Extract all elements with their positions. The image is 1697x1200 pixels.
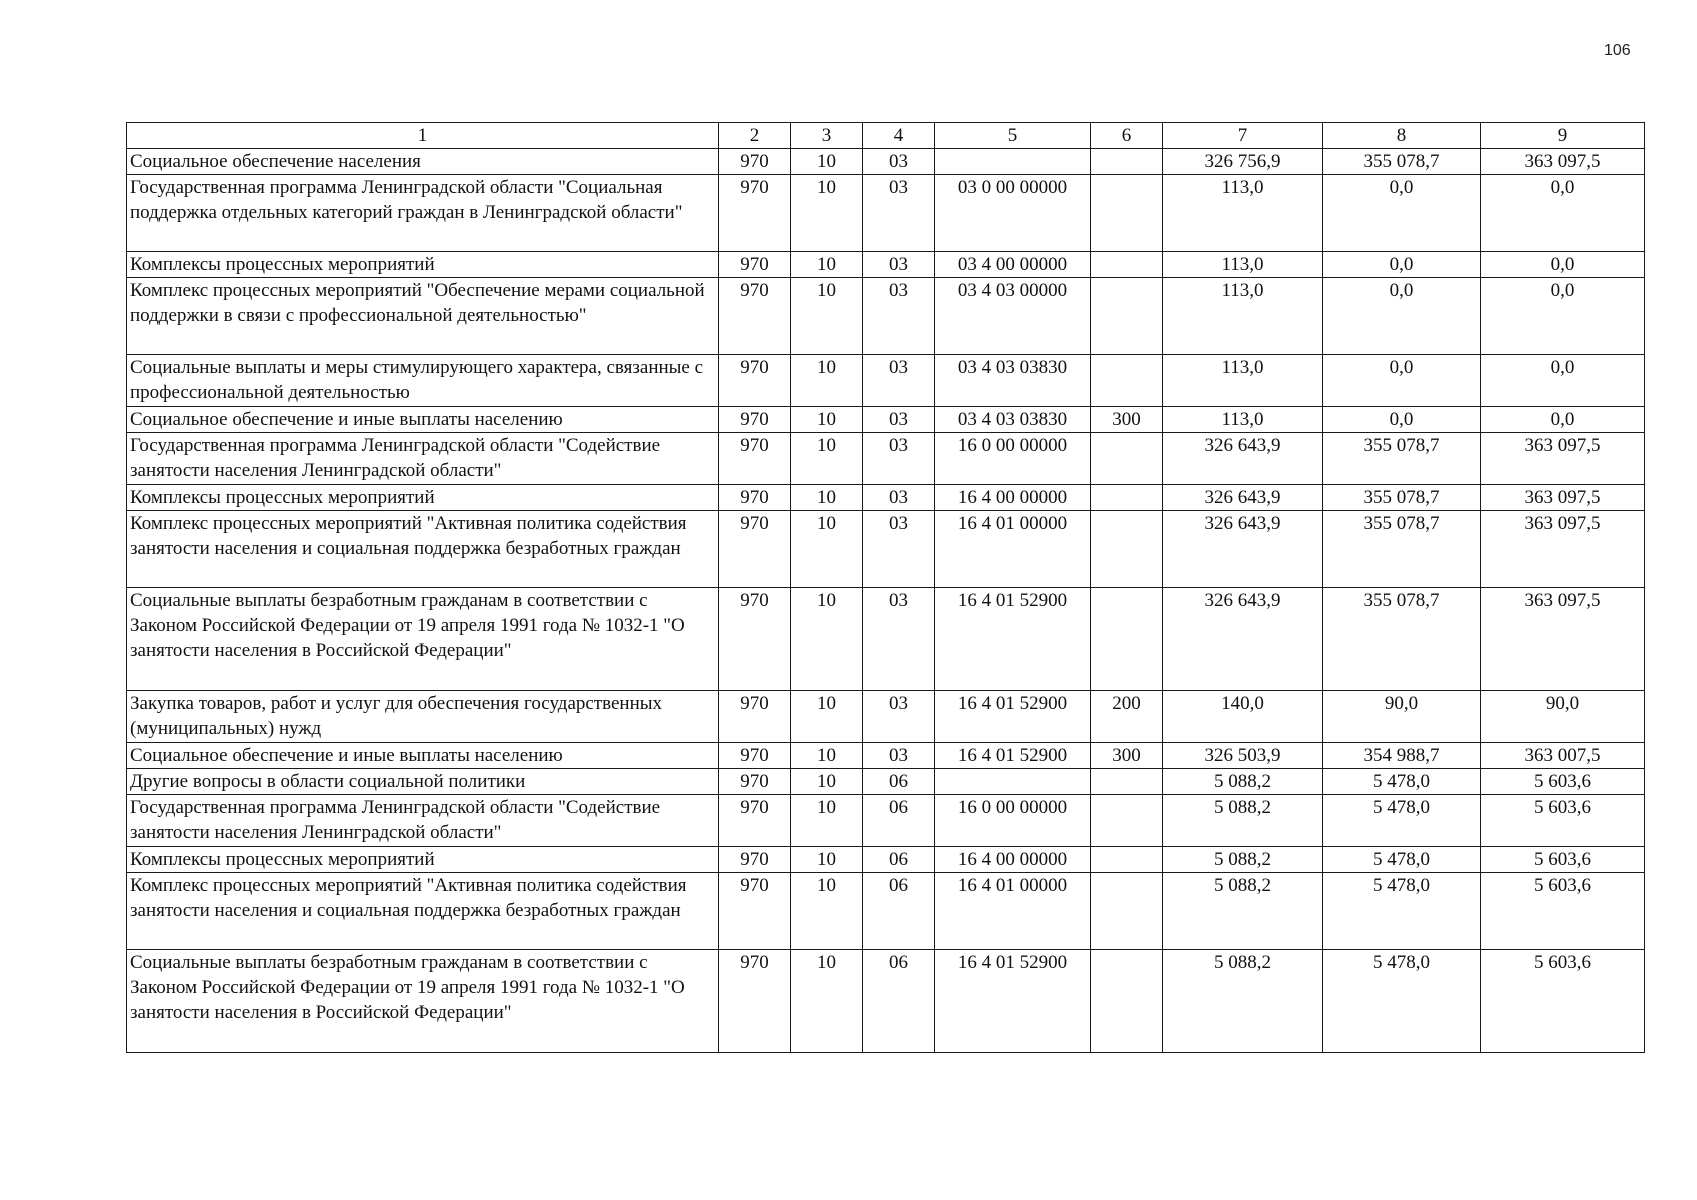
row-title-cell: Социальное обеспечение населения [127, 149, 719, 175]
table-cell: 355 078,7 [1323, 485, 1481, 511]
table-cell [1091, 433, 1163, 485]
table-cell: 03 0 00 00000 [935, 175, 1091, 252]
table-cell [1091, 355, 1163, 407]
table-row [127, 407, 1645, 433]
table-cell [1091, 511, 1163, 588]
table-cell: 326 643,9 [1163, 588, 1323, 691]
table-row [127, 950, 1645, 1053]
table-cell: 03 [863, 278, 935, 355]
table-cell [1091, 588, 1163, 691]
table-cell: 16 0 00 00000 [935, 795, 1091, 847]
header-cell: 9 [1481, 123, 1645, 149]
table-cell: 970 [719, 355, 791, 407]
table-cell: 326 643,9 [1163, 485, 1323, 511]
row-title-cell: Комплексы процессных мероприятий [127, 485, 719, 511]
table-row [127, 847, 1645, 873]
row-title-cell: Государственная программа Ленинградской области "Содействие занятости населения Ленинградской области" [127, 433, 719, 485]
table-cell: 5 088,2 [1163, 950, 1323, 1053]
table-cell: 0,0 [1323, 175, 1481, 252]
header-cell: 3 [791, 123, 863, 149]
table-cell: 355 078,7 [1323, 511, 1481, 588]
table-cell: 5 088,2 [1163, 847, 1323, 873]
table-cell: 326 756,9 [1163, 149, 1323, 175]
table-cell: 06 [863, 769, 935, 795]
table-cell: 970 [719, 407, 791, 433]
table-cell: 03 [863, 485, 935, 511]
table-cell: 03 [863, 691, 935, 743]
table-cell: 10 [791, 175, 863, 252]
table-cell [1091, 485, 1163, 511]
row-title-cell: Комплекс процессных мероприятий "Обеспечение мерами социальной поддержки в связи с профессиональной деятельностью" [127, 278, 719, 355]
table-cell: 5 603,6 [1481, 950, 1645, 1053]
table-cell [1091, 873, 1163, 950]
table-cell: 10 [791, 433, 863, 485]
table-cell: 10 [791, 691, 863, 743]
table-cell: 5 603,6 [1481, 847, 1645, 873]
table-cell: 0,0 [1481, 407, 1645, 433]
table-cell [935, 149, 1091, 175]
table-row [127, 691, 1645, 743]
table-cell: 363 097,5 [1481, 149, 1645, 175]
table-cell: 5 478,0 [1323, 950, 1481, 1053]
table-cell: 0,0 [1481, 175, 1645, 252]
table-cell: 355 078,7 [1323, 588, 1481, 691]
table-cell: 970 [719, 485, 791, 511]
table-cell: 140,0 [1163, 691, 1323, 743]
table-cell: 06 [863, 873, 935, 950]
table-cell: 10 [791, 278, 863, 355]
table-cell: 355 078,7 [1323, 433, 1481, 485]
table-cell: 970 [719, 691, 791, 743]
row-title-cell: Закупка товаров, работ и услуг для обеспечения государственных (муниципальных) нужд [127, 691, 719, 743]
table-row [127, 511, 1645, 588]
table-cell [935, 769, 1091, 795]
table-cell: 354 988,7 [1323, 743, 1481, 769]
table-cell: 90,0 [1323, 691, 1481, 743]
table-cell: 16 4 00 00000 [935, 847, 1091, 873]
table-cell: 970 [719, 511, 791, 588]
table-cell: 03 [863, 175, 935, 252]
table-cell: 06 [863, 847, 935, 873]
table-cell: 970 [719, 175, 791, 252]
table-cell: 16 4 01 00000 [935, 511, 1091, 588]
table-cell: 113,0 [1163, 278, 1323, 355]
table-cell: 200 [1091, 691, 1163, 743]
table-cell: 90,0 [1481, 691, 1645, 743]
table-cell: 03 [863, 511, 935, 588]
table-cell: 10 [791, 588, 863, 691]
table-cell: 113,0 [1163, 407, 1323, 433]
table-cell: 970 [719, 149, 791, 175]
page-number: 106 [1604, 42, 1631, 59]
table-cell: 16 4 00 00000 [935, 485, 1091, 511]
table-cell: 363 097,5 [1481, 433, 1645, 485]
table-cell: 5 478,0 [1323, 873, 1481, 950]
table-cell: 0,0 [1323, 252, 1481, 278]
table-row [127, 485, 1645, 511]
table-cell: 10 [791, 149, 863, 175]
table-cell: 10 [791, 795, 863, 847]
table-cell: 5 478,0 [1323, 795, 1481, 847]
row-title-cell: Государственная программа Ленинградской области "Содействие занятости населения Ленинградской области" [127, 795, 719, 847]
table-row [127, 433, 1645, 485]
header-cell: 7 [1163, 123, 1323, 149]
table-cell: 10 [791, 950, 863, 1053]
row-title-cell: Социальное обеспечение и иные выплаты населению [127, 743, 719, 769]
header-row [127, 123, 1645, 149]
table-cell: 16 4 01 52900 [935, 691, 1091, 743]
table-cell [1091, 149, 1163, 175]
table-cell [1091, 175, 1163, 252]
table-cell: 0,0 [1323, 407, 1481, 433]
table-cell: 10 [791, 252, 863, 278]
table-cell: 10 [791, 769, 863, 795]
table-cell: 113,0 [1163, 175, 1323, 252]
table-cell: 5 088,2 [1163, 769, 1323, 795]
table-cell: 03 4 00 00000 [935, 252, 1091, 278]
table-cell: 0,0 [1323, 278, 1481, 355]
row-title-cell: Комплексы процессных мероприятий [127, 847, 719, 873]
table-cell: 03 4 03 03830 [935, 407, 1091, 433]
table-row [127, 743, 1645, 769]
table-cell: 03 4 03 00000 [935, 278, 1091, 355]
table-cell [1091, 847, 1163, 873]
table-cell: 300 [1091, 407, 1163, 433]
table-cell: 06 [863, 950, 935, 1053]
table-cell: 970 [719, 743, 791, 769]
table-cell [1091, 278, 1163, 355]
table-cell [1091, 950, 1163, 1053]
table-cell [1091, 252, 1163, 278]
table-cell: 5 603,6 [1481, 795, 1645, 847]
table-cell: 03 [863, 588, 935, 691]
table-cell: 10 [791, 743, 863, 769]
table-cell: 10 [791, 511, 863, 588]
table-cell: 5 478,0 [1323, 847, 1481, 873]
table-cell: 970 [719, 278, 791, 355]
table-cell: 03 [863, 743, 935, 769]
table-cell: 10 [791, 873, 863, 950]
table-cell [1091, 769, 1163, 795]
table-cell: 03 [863, 252, 935, 278]
table-cell [1091, 795, 1163, 847]
header-cell: 5 [935, 123, 1091, 149]
row-title-cell: Комплекс процессных мероприятий "Активная политика содействия занятости населения и социальная поддержка безработных граждан [127, 511, 719, 588]
table-cell: 5 088,2 [1163, 873, 1323, 950]
table-cell: 5 478,0 [1323, 769, 1481, 795]
table-cell: 0,0 [1481, 355, 1645, 407]
row-title-cell: Государственная программа Ленинградской области "Социальная поддержка отдельных категорий граждан в Ленинградской области" [127, 175, 719, 252]
table-row [127, 873, 1645, 950]
table-cell: 03 4 03 03830 [935, 355, 1091, 407]
table-cell: 16 0 00 00000 [935, 433, 1091, 485]
table-cell: 16 4 01 52900 [935, 950, 1091, 1053]
table-row [127, 769, 1645, 795]
table-cell: 970 [719, 588, 791, 691]
header-cell: 1 [127, 123, 719, 149]
row-title-cell: Другие вопросы в области социальной политики [127, 769, 719, 795]
table-cell: 5 603,6 [1481, 873, 1645, 950]
table-cell: 10 [791, 355, 863, 407]
table-cell: 326 643,9 [1163, 433, 1323, 485]
table-cell: 16 4 01 52900 [935, 588, 1091, 691]
table-cell: 970 [719, 769, 791, 795]
table-cell: 0,0 [1481, 252, 1645, 278]
table-row [127, 175, 1645, 252]
row-title-cell: Социальное обеспечение и иные выплаты населению [127, 407, 719, 433]
table-cell: 970 [719, 795, 791, 847]
row-title-cell: Социальные выплаты и меры стимулирующего характера, связанные с профессиональной деятельностью [127, 355, 719, 407]
table-cell: 03 [863, 355, 935, 407]
table-cell: 06 [863, 795, 935, 847]
table-cell: 03 [863, 407, 935, 433]
table-cell: 363 097,5 [1481, 588, 1645, 691]
table-cell: 10 [791, 485, 863, 511]
table-row [127, 588, 1645, 691]
table-cell: 970 [719, 252, 791, 278]
table-cell: 03 [863, 433, 935, 485]
table-cell: 300 [1091, 743, 1163, 769]
table-cell: 970 [719, 873, 791, 950]
table-cell: 113,0 [1163, 252, 1323, 278]
row-title-cell: Социальные выплаты безработным гражданам в соответствии с Законом Российской Федерации от 19 апреля 1991 года № 1032-1 "О занятости населения в Российской Федерации" [127, 588, 719, 691]
table-row [127, 252, 1645, 278]
table-cell: 970 [719, 847, 791, 873]
header-cell: 4 [863, 123, 935, 149]
table-row [127, 795, 1645, 847]
table-row [127, 149, 1645, 175]
table-cell: 970 [719, 433, 791, 485]
header-cell: 2 [719, 123, 791, 149]
header-cell: 6 [1091, 123, 1163, 149]
row-title-cell: Комплексы процессных мероприятий [127, 252, 719, 278]
table-cell: 363 097,5 [1481, 511, 1645, 588]
table-cell: 10 [791, 407, 863, 433]
header-cell: 8 [1323, 123, 1481, 149]
table-cell: 326 503,9 [1163, 743, 1323, 769]
table-body [127, 123, 1645, 1053]
table-cell: 10 [791, 847, 863, 873]
table-cell: 326 643,9 [1163, 511, 1323, 588]
row-title-cell: Комплекс процессных мероприятий "Активная политика содействия занятости населения и социальная поддержка безработных граждан [127, 873, 719, 950]
table-cell: 03 [863, 149, 935, 175]
table-cell: 113,0 [1163, 355, 1323, 407]
table-row [127, 355, 1645, 407]
budget-table [126, 122, 1645, 1053]
table-cell: 970 [719, 950, 791, 1053]
row-title-cell: Социальные выплаты безработным гражданам в соответствии с Законом Российской Федерации от 19 апреля 1991 года № 1032-1 "О занятости населения в Российской Федерации" [127, 950, 719, 1053]
table-cell: 5 603,6 [1481, 769, 1645, 795]
table-cell: 5 088,2 [1163, 795, 1323, 847]
table-cell: 16 4 01 52900 [935, 743, 1091, 769]
table-row [127, 278, 1645, 355]
table-cell: 0,0 [1481, 278, 1645, 355]
table-cell: 363 097,5 [1481, 485, 1645, 511]
table-cell: 363 007,5 [1481, 743, 1645, 769]
table-cell: 16 4 01 00000 [935, 873, 1091, 950]
table-cell: 0,0 [1323, 355, 1481, 407]
table-cell: 355 078,7 [1323, 149, 1481, 175]
